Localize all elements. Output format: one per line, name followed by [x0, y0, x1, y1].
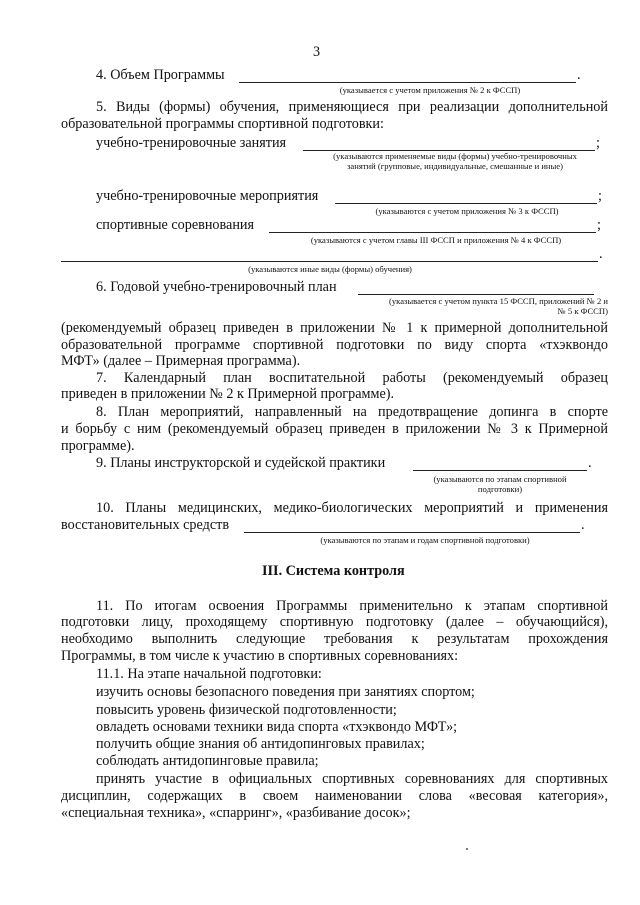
item11-sub-heading: 11.1. На этапе начальной подготовки: — [96, 666, 322, 682]
item10-note: (указываются по этапам и годам спортивной подготовки) — [320, 535, 530, 545]
scan-speck — [466, 848, 468, 850]
training-events-label: учебно-тренировочные мероприятия — [96, 188, 319, 204]
other-forms-fill-line — [61, 261, 598, 262]
item4-fill-line — [239, 82, 576, 83]
item9-end: . — [588, 455, 592, 471]
training-events-note: (указываются с учетом приложения № 3 к ФССП) — [375, 206, 559, 216]
requirement-item: повысить уровень физической подготовленности; — [96, 702, 397, 718]
competitions-end: ; — [597, 217, 601, 233]
item6-note: (указывается с учетом пункта 15 ФССП, приложений № 2 и № 5 к ФССП) — [388, 296, 608, 316]
item5-line2: образовательной программы спортивной подготовки: — [61, 116, 384, 132]
training-events-fill-line — [335, 203, 597, 204]
item10-line2: восстановительных средств — [61, 517, 230, 533]
item11-line2: подготовки лицу, проходящему спортивную подготовку (далее – обучающийся), — [61, 614, 608, 630]
item8-line3: программе). — [61, 438, 135, 454]
final-line2: дисциплин, содержащих в своем наименовании слова «весовая категория», — [61, 788, 608, 804]
item11-line1: 11. По итогам освоения Программы применительно к этапам спортивной — [96, 598, 608, 614]
item4-label: 4. Объем Программы — [96, 67, 225, 83]
requirement-item: овладеть основами техники вида спорта «тхэквондо МФТ»; — [96, 719, 458, 735]
item6-line2: образовательной программе спортивной подготовки по виду спорта «тхэквондо — [61, 337, 608, 353]
item8-line1: 8. План мероприятий, направленный на предотвращение допинга в спорте — [96, 404, 608, 420]
requirement-item: соблюдать антидопинговые правила; — [96, 753, 319, 769]
item9-note: (указываются по этапам спортивной подготовки) — [433, 474, 567, 494]
final-line3: «специальная техника», «спарринг», «разбивание досок»; — [61, 805, 411, 821]
section-heading: III. Система контроля — [262, 563, 405, 579]
item11-line4: Программы, в том числе к участию в спортивных соревнованиях: — [61, 648, 459, 664]
final-line1: принять участие в официальных спортивных соревнованиях для спортивных — [96, 771, 608, 787]
item4-note: (указывается с учетом приложения № 2 к ФССП) — [339, 85, 521, 95]
training-sessions-end: ; — [596, 135, 600, 151]
item7-line1: 7. Календарный план воспитательной работы (рекомендуемый образец — [96, 370, 608, 386]
item10-fill-line — [244, 532, 580, 533]
item6-line1: (рекомендуемый образец приведен в приложении № 1 к примерной дополнительной — [61, 320, 608, 336]
competitions-label: спортивные соревнования — [96, 217, 255, 233]
page-number: 3 — [313, 44, 321, 60]
item10-end: . — [581, 517, 585, 533]
item9-fill-line — [413, 470, 587, 471]
training-events-end: ; — [598, 188, 602, 204]
item4-end: . — [577, 67, 581, 83]
item11-line3: необходимо выполнить следующие требования к результатам прохождения — [61, 631, 608, 647]
competitions-fill-line — [269, 232, 596, 233]
item6-label: 6. Годовой учебно-тренировочный план — [96, 279, 337, 295]
item6-line3: МФТ» (далее – Примерная программа). — [61, 353, 301, 369]
other-forms-end: . — [599, 246, 603, 262]
competitions-note: (указываются с учетом главы III ФССП и приложения № 4 к ФССП) — [310, 235, 562, 245]
item6-fill-line — [358, 294, 594, 295]
item9-label: 9. Планы инструкторской и судейской практики — [96, 455, 386, 471]
item7-line2: приведен в приложении № 2 к Примерной программе). — [61, 386, 395, 402]
training-sessions-note: (указываются применяемые виды (формы) учебно-тренировочных занятий (групповые, индивидуальные, смешанные и иные) — [333, 151, 577, 171]
item10-line1: 10. Планы медицинских, медико-биологических мероприятий и применения — [96, 500, 608, 516]
requirement-item: получить общие знания об антидопинговых правилах; — [96, 736, 425, 752]
item5-line1: 5. Виды (формы) обучения, применяющиеся при реализации дополнительной — [96, 99, 608, 115]
other-forms-note: (указываются иные виды (формы) обучения) — [248, 264, 412, 274]
item8-line2: и борьбу с ним (рекомендуемый образец приведен в приложении № 3 к Примерной — [61, 421, 608, 437]
training-sessions-label: учебно-тренировочные занятия — [96, 135, 287, 151]
requirement-item: изучить основы безопасного поведения при занятиях спортом; — [96, 684, 475, 700]
